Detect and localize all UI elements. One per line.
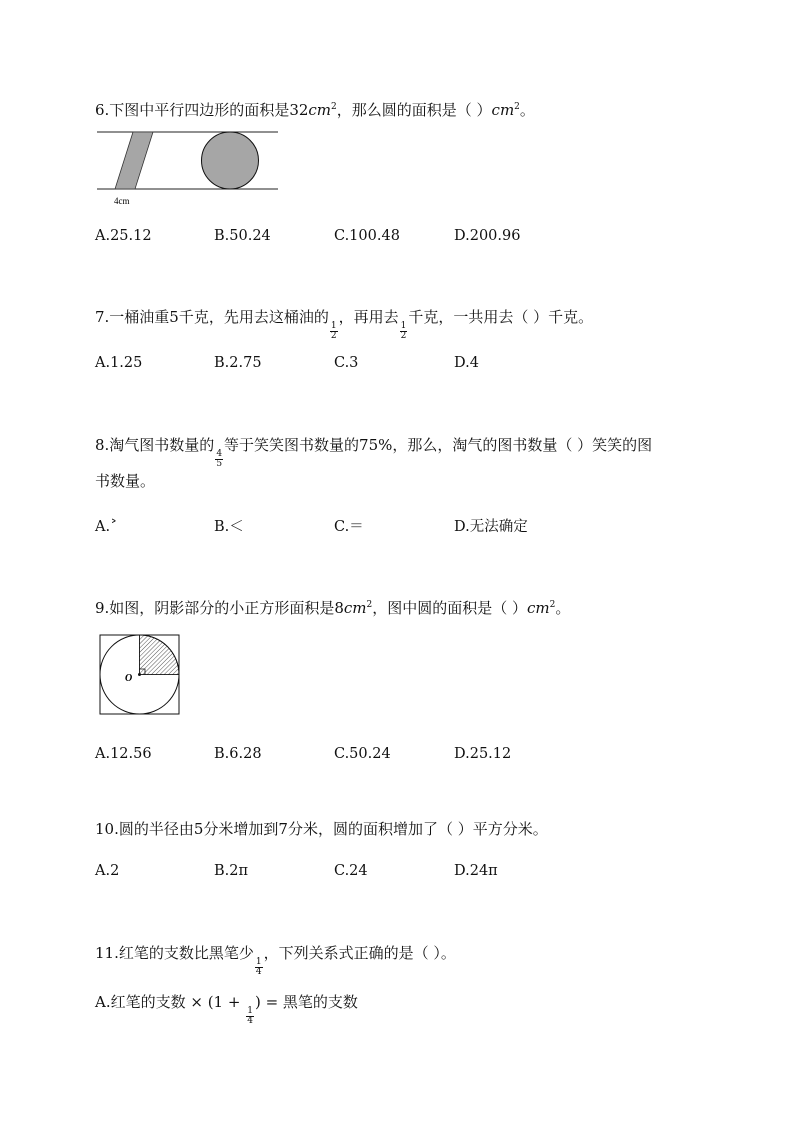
q6-option-c[interactable]: C.100.48 bbox=[334, 228, 400, 244]
q9-unit-1: cm bbox=[343, 599, 367, 617]
q9-text-pre: 9.如图，阴影部分的小正方形面积是8 bbox=[95, 599, 344, 617]
question-6-text bbox=[95, 100, 535, 120]
q11-option-a-pre: A.红笔的支数 × (1 + bbox=[95, 993, 246, 1011]
q7-fraction-2-numerator: 1 bbox=[400, 321, 407, 331]
question-8-text-line-2: 书数量。 bbox=[95, 472, 156, 490]
q8-fraction-denominator: 5 bbox=[216, 459, 223, 469]
q9-option-d[interactable]: D.25.12 bbox=[454, 746, 512, 762]
q11-option-a-post: ) = 黑笔的支数 bbox=[254, 993, 358, 1011]
q9-text-mid: ，图中圆的面积是（ ） bbox=[372, 599, 527, 617]
q10-option-b[interactable]: B.2π bbox=[214, 863, 249, 879]
q6-text-pre: 6.下图中平行四边形的面积是32 bbox=[95, 101, 309, 119]
q7-text-mid: ，再用去 bbox=[338, 308, 399, 326]
q9-option-b[interactable]: B.6.28 bbox=[214, 746, 262, 762]
q9-text-end: 。 bbox=[555, 599, 571, 617]
center-label: O bbox=[125, 673, 133, 684]
circle-shape bbox=[202, 132, 259, 189]
q8-option-a[interactable]: A.˃ bbox=[95, 519, 118, 535]
q11-text-end: ，下列关系式正确的是（ ）。 bbox=[263, 944, 456, 962]
q6-unit-1: cm bbox=[308, 101, 332, 119]
question-9-text bbox=[95, 598, 570, 618]
q11-option-a-fraction bbox=[246, 1007, 254, 1026]
q7-fraction-1 bbox=[330, 322, 338, 341]
parallelogram-circle-figure bbox=[95, 125, 285, 210]
q6-option-a[interactable]: A.25.12 bbox=[95, 228, 152, 244]
q10-option-a[interactable]: A.2 bbox=[95, 863, 120, 879]
q7-fraction-2 bbox=[400, 322, 408, 341]
q9-unit-2: cm bbox=[527, 599, 550, 617]
q6-text-end: 。 bbox=[519, 101, 535, 119]
q7-option-d[interactable]: D.4 bbox=[454, 355, 479, 371]
parallelogram-shape bbox=[115, 132, 153, 189]
q11-fraction-denominator: 4 bbox=[255, 967, 262, 977]
q6-exponent-2: 2 bbox=[514, 102, 520, 112]
q9-option-a[interactable]: A.12.56 bbox=[95, 746, 152, 762]
question-11-text bbox=[95, 943, 456, 977]
q6-unit-2: cm bbox=[491, 101, 515, 119]
square-circle-figure bbox=[96, 632, 184, 716]
q11-fraction-numerator: 1 bbox=[255, 957, 262, 967]
q6-exponent-1: 2 bbox=[331, 102, 337, 112]
q8-text-post: 等于笑笑图书数量的75%，那么，淘气的图书数量（ ）笑笑的图 bbox=[224, 436, 653, 454]
q7-option-b[interactable]: B.2.75 bbox=[214, 355, 262, 371]
q8-option-b[interactable]: B.＜ bbox=[214, 519, 244, 535]
base-length-label: 4cm bbox=[114, 196, 130, 206]
q8-fraction bbox=[215, 450, 223, 469]
q7-option-c[interactable]: C.3 bbox=[334, 355, 359, 371]
q8-option-c[interactable]: C.＝ bbox=[334, 519, 364, 535]
q8-text-pre: 8.淘气图书数量的 bbox=[95, 436, 215, 454]
q11-option-a-fraction-denominator: 4 bbox=[247, 1016, 253, 1026]
q9-option-c[interactable]: C.50.24 bbox=[334, 746, 391, 762]
q11-option-a-fraction-numerator: 1 bbox=[247, 1006, 253, 1016]
q7-fraction-2-denominator: 2 bbox=[400, 331, 407, 341]
q6-option-d[interactable]: D.200.96 bbox=[454, 228, 521, 244]
q9-exponent-1: 2 bbox=[366, 600, 373, 610]
q7-option-a[interactable]: A.1.25 bbox=[95, 355, 143, 371]
center-point bbox=[138, 673, 141, 676]
q7-text-end: 千克，一共用去（ ）千克。 bbox=[408, 308, 594, 326]
q9-exponent-2: 2 bbox=[549, 600, 556, 610]
q10-option-d[interactable]: D.24π bbox=[454, 863, 498, 879]
q11-text-pre: 11.红笔的支数比黑笔少 bbox=[95, 944, 254, 962]
question-8-text bbox=[95, 435, 652, 469]
q10-option-c[interactable]: C.24 bbox=[334, 863, 368, 879]
q11-fraction bbox=[255, 958, 263, 977]
q8-option-d[interactable]: D.无法确定 bbox=[454, 519, 528, 535]
q11-option-a[interactable] bbox=[95, 992, 358, 1026]
question-7-text bbox=[95, 307, 593, 341]
q7-fraction-1-numerator: 1 bbox=[330, 321, 337, 331]
q8-fraction-numerator: 4 bbox=[216, 449, 223, 459]
question-10-text: 10.圆的半径由5分米增加到7分米，圆的面积增加了（ ）平方分米。 bbox=[95, 820, 548, 838]
q7-fraction-1-denominator: 2 bbox=[330, 331, 337, 341]
q6-text-mid: ，那么圆的面积是（ ） bbox=[336, 101, 492, 119]
q7-text-pre: 7.一桶油重5千克，先用去这桶油的 bbox=[95, 308, 329, 326]
q6-option-b[interactable]: B.50.24 bbox=[214, 228, 271, 244]
